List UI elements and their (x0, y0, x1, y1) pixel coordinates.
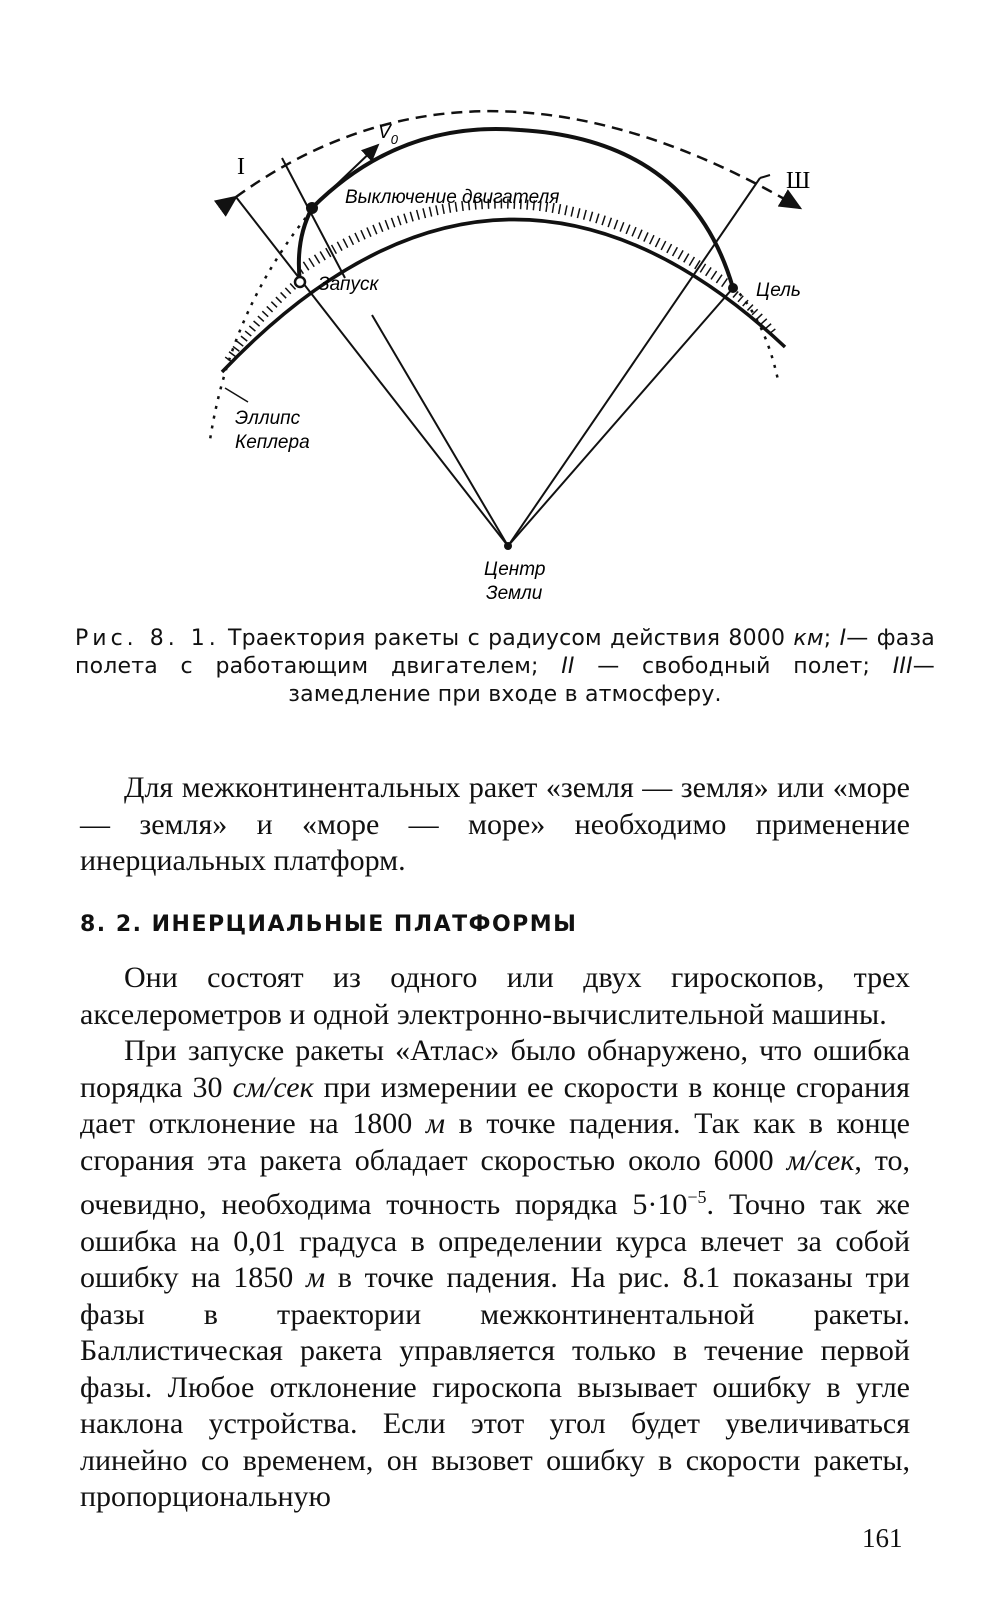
kepler-label-2: Кеплера (235, 432, 310, 453)
v0-label: $V_0$ (378, 122, 398, 147)
page-number: 161 (862, 1523, 903, 1553)
engine-cutoff-point (306, 202, 318, 214)
main-text (80, 960, 910, 1516)
earth-center-point (504, 542, 512, 550)
paragraph-1: Они состоят из одного или двух гироскопов, трех акселерометров и одной электронно-вычислительной машины. (80, 961, 910, 1031)
target-point (728, 283, 738, 293)
target-label: Цель (756, 280, 801, 301)
ballistic-trajectory (299, 129, 733, 288)
paragraph-2: При запуске ракеты «Атлас» было обнаружено, что ошибка порядка 30 см/сек при измерении ее скорости в конце сгорания дает отклонение на 1800 м в точке падения. Так как в конце сгорания эта ракета обладает скоростью около 6000 м/сек, то, очевидно, необходима точность порядка $5\cdot 10^{-5}$. Точно так же ошибка на 0,01 градуса в определении курса влечет за собой ошибку на 1850 м в точке падения. На рис. 8.1 показаны три фазы в траектории межконтинентальной ракеты. Баллистическая ракета управляется только в течение первой фазы. Любое отклонение гироскопа вызывает ошибку в угле наклона устройства. Если этот угол будет увеличиваться линейно со временем, он вызовет ошибку в скорости ракеты, пропорциональную (80, 1034, 911, 1513)
figure-caption: Рис. 8. 1. Траектория ракеты с радиусом действия 8000 км; I— фаза полета с работающим двигателем; II — свободный полет; III— замедление при входе в атмосферу. (75, 626, 935, 707)
launch-point (295, 277, 305, 287)
earth-surface (222, 219, 785, 372)
launch-label: Запуск (318, 274, 379, 295)
center-label-1: Центр (484, 559, 546, 580)
atmosphere-hatching (300, 204, 728, 285)
kepler-ellipse-left (210, 210, 312, 440)
engine-cutoff-label: Выключение двигателя (345, 187, 560, 208)
phase-1-label: I (237, 154, 245, 180)
section-heading: 8. 2. ИНЕРЦИАЛЬНЫЕ ПЛАТФОРМЫ (80, 912, 578, 937)
caption-lead: Рис. 8. 1. (75, 626, 220, 651)
center-label-2: Земли (486, 583, 543, 604)
kepler-label-1: Эллипс (235, 408, 301, 429)
trajectory-figure (190, 70, 830, 630)
intro-paragraph: Для межконтинентальных ракет «земля — земля» или «море — земля» и «море — море» необходимо применение инерциальных платформ. (80, 771, 910, 877)
phase-3-label: Ш (786, 168, 811, 194)
